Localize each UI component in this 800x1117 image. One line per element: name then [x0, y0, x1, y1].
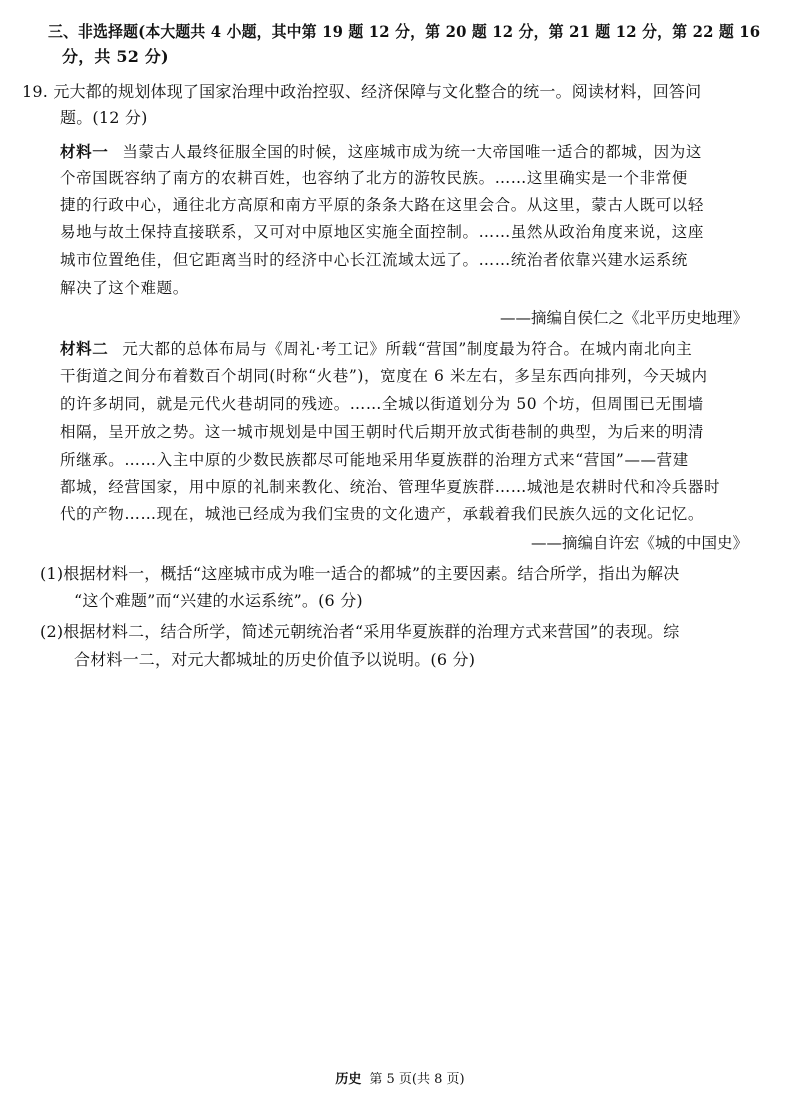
- footer-page-number: 第 5 页(共 8 页): [369, 1072, 465, 1087]
- footer-subject: 历史: [335, 1072, 362, 1087]
- page-footer: [0, 1071, 800, 1089]
- material1-text-line1: 当蒙古人最终征服全国的时候，这座城市成为统一大帝国唯一适合的都城，因为这: [122, 143, 702, 161]
- material2-line4: 相隔，呈开放之势。这一城市规划是中国王朝时代后期开放式街巷制的典型，为后来的明清: [60, 423, 705, 441]
- subquestion-2-line1: (2)根据材料二，结合所学，简述元朝统治者“采用华夏族群的治理方式来营国”的表现。综: [40, 622, 680, 641]
- material2-line2: 干街道之间分布着数百个胡同(时称“火巷”)，宽度在 6 米左右，多呈东西向排列，今天城内: [60, 367, 708, 385]
- question-19-stem-line1: 19. 元大都的规划体现了国家治理中政治控驭、经济保障与文化整合的统一。阅读材料，回答问: [22, 82, 702, 101]
- material2-line6: 都城，经营国家，用中原的礼制来教化、统治、管理华夏族群……城池是农耕时代和冷兵器时: [60, 478, 721, 496]
- material1-line2: 个帝国既容纳了南方的农耕百姓，也容纳了北方的游牧民族。……这里确实是一个非常便: [60, 169, 688, 187]
- material1-line1: [60, 140, 702, 164]
- subquestion-2-line2: 合材料一二，对元大都城址的历史价值予以说明。(6 分): [74, 650, 476, 669]
- material1-line6: 解决了这个难题。: [60, 279, 189, 297]
- material1-line5: 城市位置绝佳，但它距离当时的经济中心长江流域太远了。……统治者依靠兴建水运系统: [60, 251, 688, 269]
- material2-source: ——摘编自许宏《城的中国史》: [530, 534, 748, 552]
- subquestion-1-line2: “这个难题”而“兴建的水运系统”。(6 分): [74, 591, 363, 610]
- material1-line4: 易地与故土保持直接联系，又可对中原地区实施全面控制。……虽然从政治角度来说，这座: [60, 223, 705, 241]
- material1-line3: 捷的行政中心，通往北方高原和南方平原的条条大路在这里会合。从这里，蒙古人既可以轻: [60, 196, 705, 214]
- section-heading-line2: 分，共 52 分): [62, 47, 169, 66]
- material2-line1: [60, 337, 692, 361]
- material1-source: ——摘编自侯仁之《北平历史地理》: [499, 309, 748, 327]
- material2-label: 材料二: [60, 339, 109, 358]
- subquestion-1-line1: (1)根据材料一，概括“这座城市成为唯一适合的都城”的主要因素。结合所学，指出为解决: [40, 564, 680, 583]
- section-heading-line1: 三、非选择题(本大题共 4 小题，其中第 19 题 12 分，第 20 题 12 分，第 21 题 12 分，第 22 题 16: [48, 22, 761, 41]
- material1-label: 材料一: [60, 142, 109, 161]
- material2-line3: 的许多胡同，就是元代火巷胡同的残迹。……全城以街道划分为 50 个坊，但周围已无围墙: [60, 395, 704, 413]
- material2-line7: 代的产物……现在，城池已经成为我们宝贵的文化遗产，承载着我们民族久远的文化记忆。: [60, 505, 705, 523]
- material2-line5: 所继承。……入主中原的少数民族都尽可能地采用华夏族群的治理方式来“营国”——营建: [60, 451, 689, 469]
- question-19-stem-line2: 题。(12 分): [60, 108, 148, 127]
- material2-text-line1: 元大都的总体布局与《周礼·考工记》所载“营国”制度最为符合。在城内南北向主: [122, 340, 693, 358]
